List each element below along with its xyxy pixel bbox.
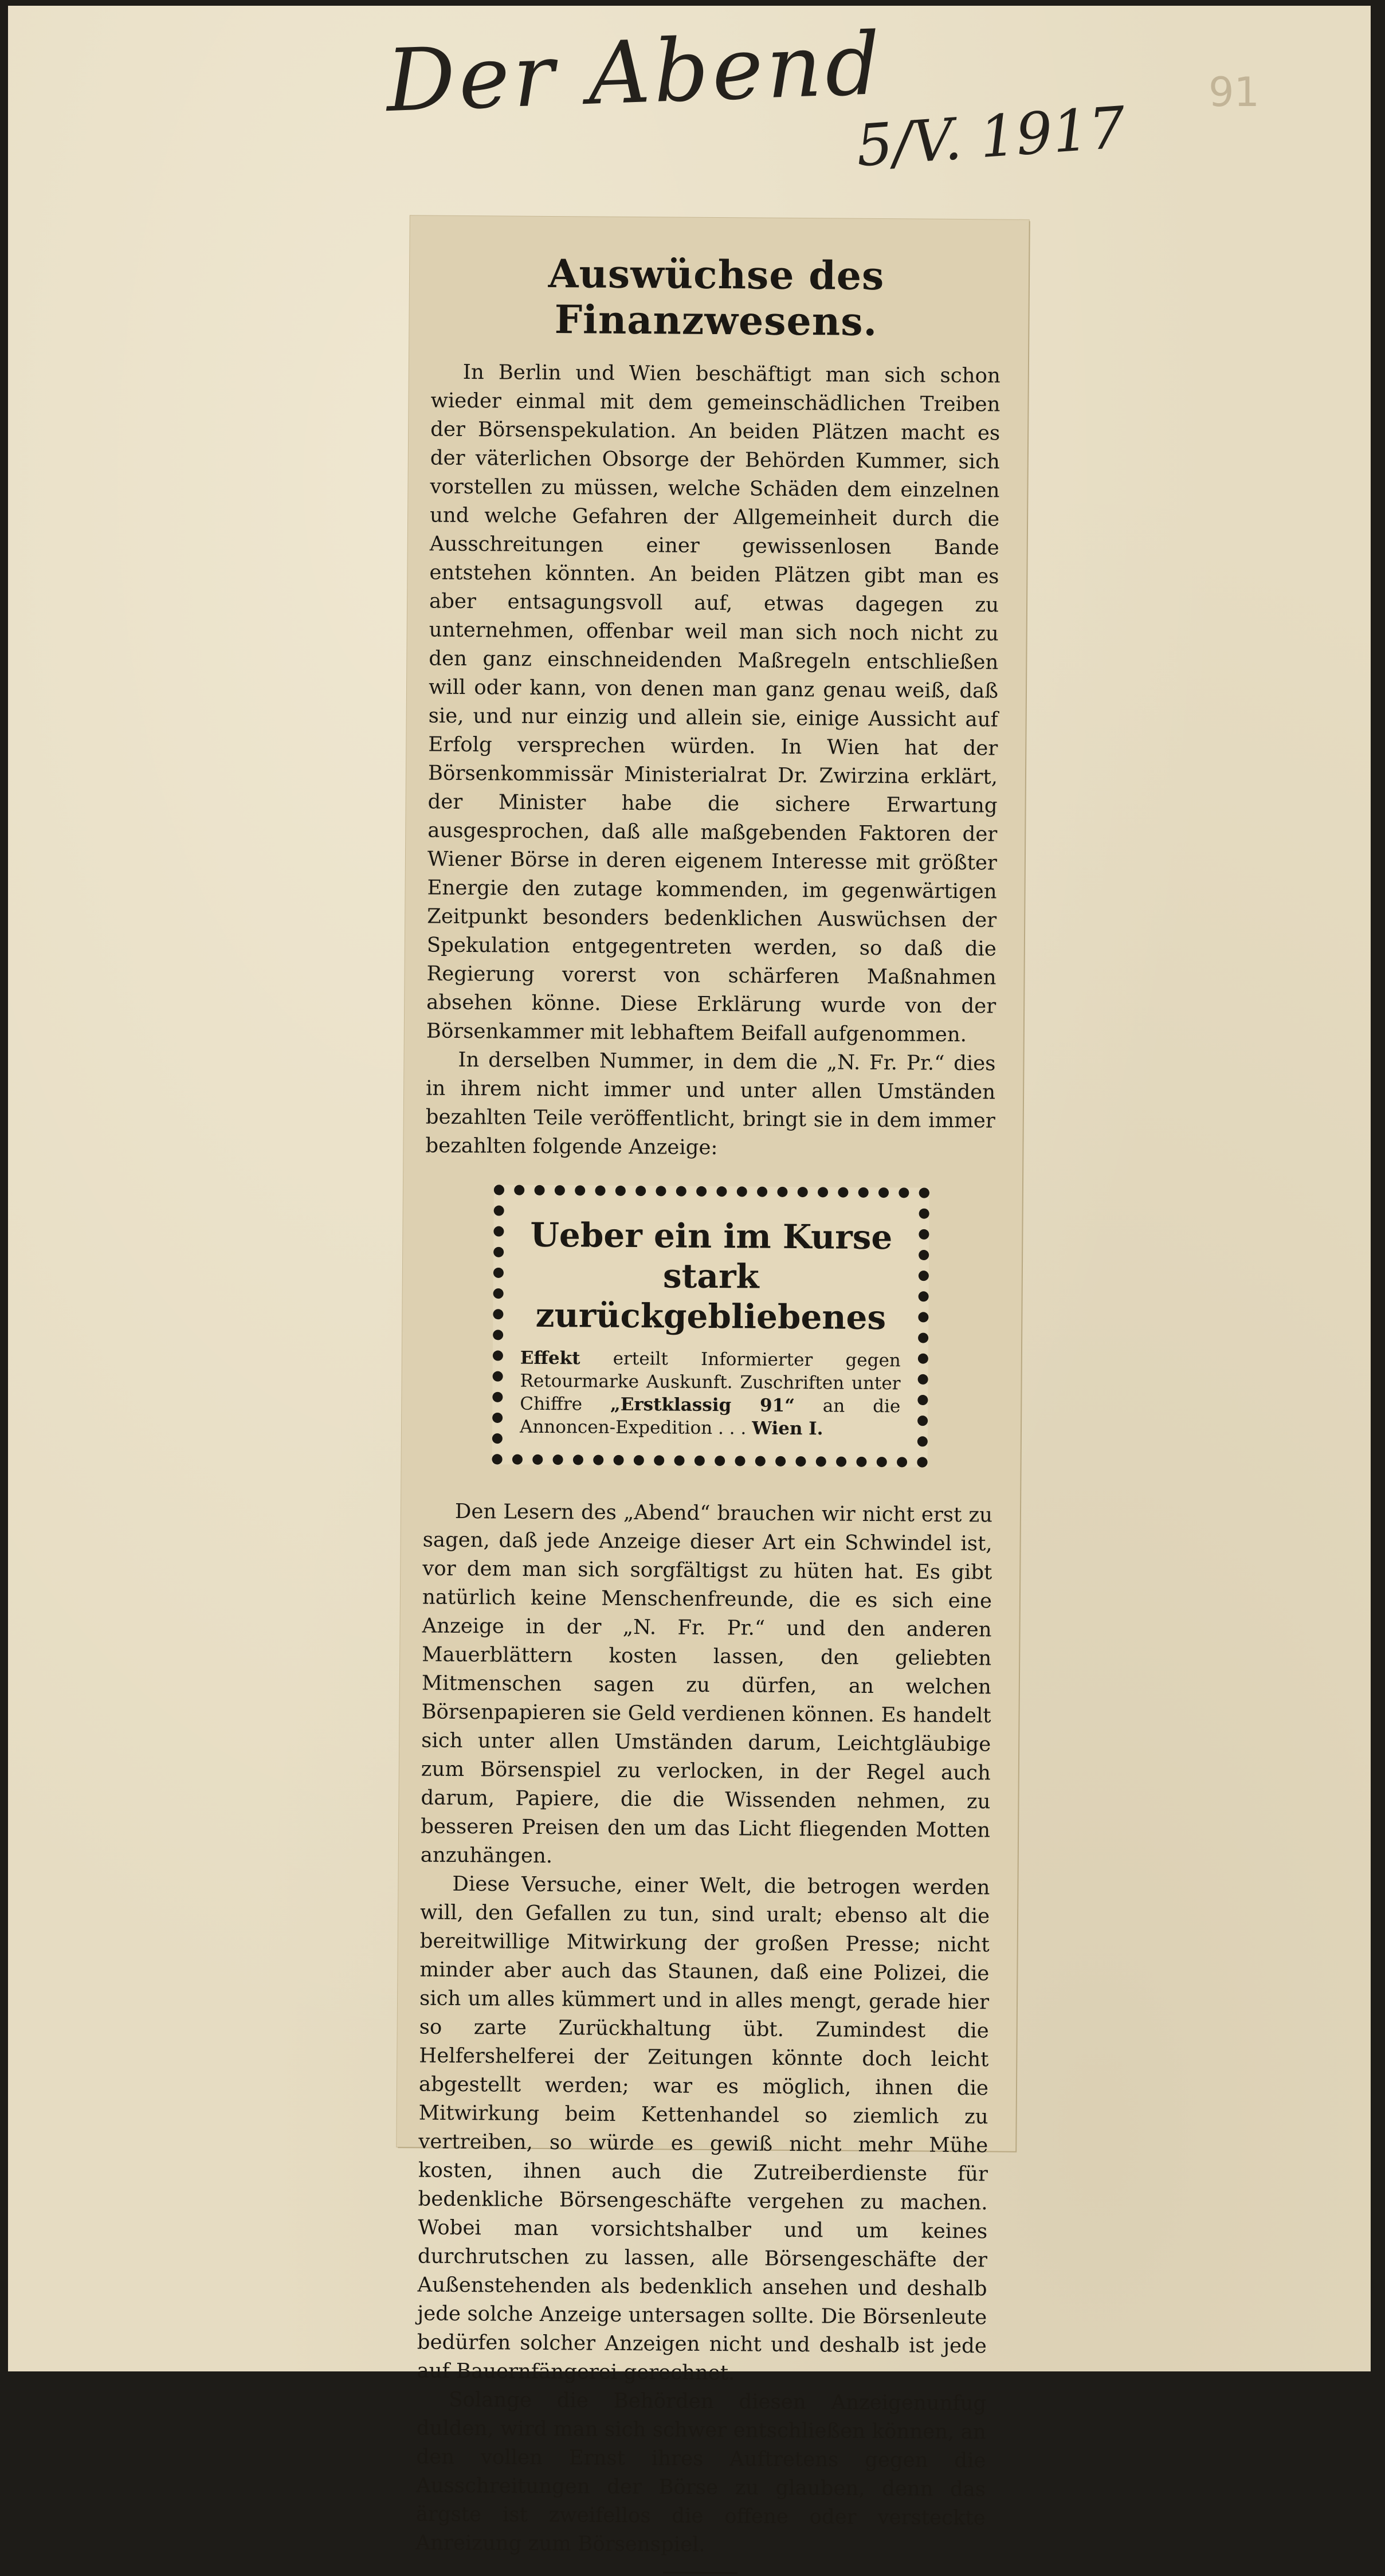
article-paragraph-4: Diese Versuche, einer Welt, die betrogen werden will, den Gefallen zu tun, sind uralt; ebenso alt die bereitwillige Mitwirkung der großen Presse; nicht minder aber auch das Staunen, daß eine Polizei, die sich um alles kümmert und in alles mengt, gerade hier so zarte Zurückhaltung übt. Zumindest die Helfershelferei der Zeitungen könnte doch leicht abgestellt werden; war es möglich, ihnen die Mitwirkung beim Kettenhandel so ziemlich zu vertreiben, so würde es gewiß nicht mehr Mühe kosten, ihnen auch die Zutreiberdienste für bedenkliche Börsengeschäfte vergehen zu machen. Wobei man vorsichtshalber und um keines durchrutschen zu lassen, alle Börsengeschäfte der Außenstehenden als bedenklich ansehen und deshalb jede solche Anzeige untersagen sollte. Die Börsenleute bedürfen solcher Anzeigen nicht und deshalb ist jede auf Bauernfängerei gerechnet. — [417, 1872, 990, 2385]
end-rule — [663, 2571, 737, 2574]
pencil-page-number: 91 — [1209, 69, 1260, 116]
article-headline: Auswüchse des Finanzwesens. — [548, 250, 885, 345]
article-paragraph-3: Den Lesern des „Abend“ brauchen wir nicht erst zu sagen, daß jede Anzeige dieser Art ein Schwindel ist, vor dem man sich sorgfältigst zu hüten hat. Es gibt natürlich keine Menschenfreunde, die es sich eine Anzeige in der „N. Fr. Pr.“ und den anderen Mauerblättern kosten lassen, den geliebten Mitmenschen sagen zu dürfen, an welchen Börsenpapieren sie Geld verdienen können. Es handelt sich unter allen Umständen darum, Leichtgläubige zum Börsenspiel zu verlocken, in der Regel auch darum, Papiere, die die Wissenden nehmen, zu besseren Preisen den um das Licht fliegenden Motten anzuhängen. — [420, 1499, 993, 1868]
handwritten-date: 5/V. 1917 — [854, 93, 1128, 180]
advertisement-body — [520, 1347, 901, 1441]
advertisement-city: Wien I. — [752, 1418, 823, 1440]
article-paragraph-5: Solange die Behörden diesen Anzeigenunfug dulden, wird man sich schwer entschließen können, an den vollen Ernst ihres Auftretens gegen die Ausschreitungen der Börse zu glauben, denn das ärgste ist zweifellos die offene oder versteckte Anreizung zum Börsenspiel. — [415, 2387, 987, 2557]
advertisement-frame — [492, 1185, 929, 1467]
advertisement-lead: Effekt — [520, 1347, 580, 1369]
advertisement-chiffre: „Erstklassig 91“ — [610, 1394, 795, 1417]
quoted-advertisement — [492, 1185, 929, 1467]
handwritten-newspaper-title: Der Abend — [384, 14, 885, 132]
advertisement-text-tail: an die Annoncen-Expedition . . . — [519, 1395, 901, 1439]
archive-sheet — [8, 6, 1371, 2557]
advertisement-headline: Ueber ein im Kurse stark zurückgebliebenes — [530, 1215, 893, 1338]
newspaper-clipping — [397, 215, 1029, 2557]
advertisement-text: erteilt Informierter gegen Retourmarke Auskunft. Zuschriften unter Chiffre — [520, 1348, 901, 1415]
article-paragraph-1: In Berlin und Wien beschäftigt man sich schon wieder einmal mit dem gemeinschädlichen Treiben der Börsenspekulation. An beiden Plätzen macht es der väterlichen Obsorge der Behörden Kummer, sich vorstellen zu müssen, welche Schäden dem einzelnen und welche Gefahren der Allgemeinheit durch die Ausschreitungen einer gewissenlosen Bande entstehen könnten. An beiden Plätzen gibt man es aber entsagungsvoll auf, etwas dagegen zu unternehmen, offenbar weil man sich noch nicht zu den ganz einschneidenden Maßregeln entschließen will oder kann, von denen man ganz genau weiß, daß sie, und nur einzig und allein sie, einige Aussicht auf Erfolg versprechen würden. In Wien hat der Börsenkommissär Ministerialrat Dr. Zwirzina erklärt, der Minister habe die sichere Erwartung ausgesprochen, daß alle maßgebenden Faktoren der Wiener Börse in deren eigenem Interesse mit größter Energie den zutage kommenden, im gegenwärtigen Zeitpunkt besonders bedenklichen Auswüchsen der Spekulation entgegentreten werden, so daß die Regierung vorerst von schärferen Maßnahmen absehen könne. Diese Erklärung wurde von der Börsenkammer mit lebhaftem Beifall aufgenommen. — [426, 360, 1001, 1047]
article-paragraph-2: In derselben Nummer, in dem die „N. Fr. Pr.“ dies in ihrem nicht immer und unter allen Umständen bezahlten Teile veröffentlicht, bringt sie in dem immer bezahlten folgende Anzeige: — [425, 1048, 996, 1160]
